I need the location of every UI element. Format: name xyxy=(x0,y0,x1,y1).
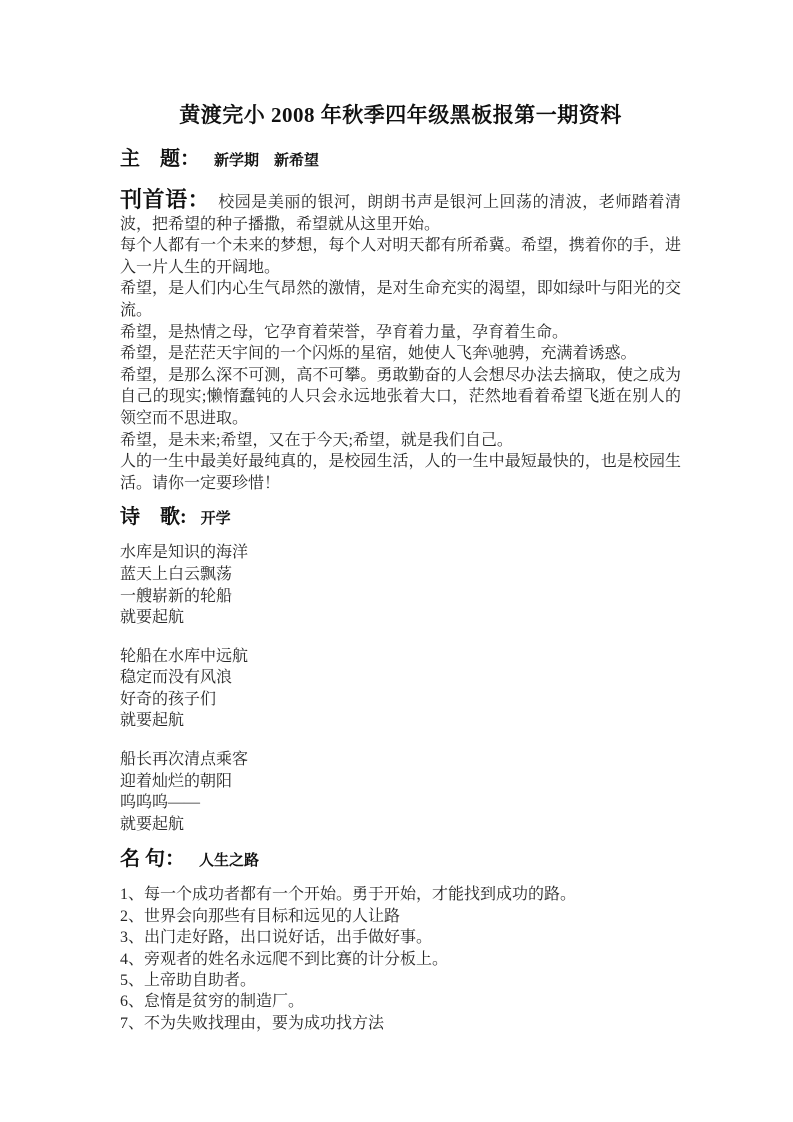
preface-paragraph: 希望，是热情之母，它孕育着荣誉，孕育着力量，孕育着生命。 xyxy=(120,323,569,341)
preface-paragraphs xyxy=(120,235,681,494)
quotes-section xyxy=(120,846,681,1034)
preface-paragraph: 希望，是人们内心生气昂然的激情，是对生命充实的渴望，即如绿叶与阳光的交流。 xyxy=(120,280,681,319)
poem-line: 蓝天上白云飘荡 xyxy=(120,565,233,583)
poem-heading xyxy=(120,504,681,533)
document-title: 黄渡完小 2008 年秋季四年级黑板报第一期资料 xyxy=(179,103,622,127)
theme-value: 新学期 新希望 xyxy=(214,153,320,169)
quote-list xyxy=(120,884,681,1034)
poem-stanza-3 xyxy=(120,749,681,835)
quote-item: 4、旁观者的姓名永远爬不到比赛的计分板上。 xyxy=(120,950,449,968)
preface-paragraph: 每个人都有一个未来的梦想，每个人对明天都有所希冀。希望，携着你的手，进入一片人生的开阔地。 xyxy=(120,237,681,276)
theme-label: 主 题： xyxy=(120,148,200,170)
preface-section xyxy=(120,186,681,494)
poem-line: 一艘崭新的轮船 xyxy=(120,587,233,605)
poem-stanza-1 xyxy=(120,542,681,628)
preface-paragraph: 希望，是那么深不可测，高不可攀。勇敢勤奋的人会想尽办法去摘取，使之成为自己的现实;懒惰蠢钝的人只会永远地张着大口，茫然地看着希望飞逝在别人的领空而不思进取。 xyxy=(120,366,681,427)
poem-line: 迎着灿烂的朝阳 xyxy=(120,772,233,790)
quote-item: 5、上帝助自助者。 xyxy=(120,972,257,990)
quotes-heading xyxy=(120,846,681,875)
quotes-title: 人生之路 xyxy=(199,853,260,870)
quote-item: 1、每一个成功者都有一个开始。勇于开始，才能找到成功的路。 xyxy=(120,886,577,904)
theme-section xyxy=(120,146,681,175)
preface-paragraph: 希望，是茫茫天宇间的一个闪烁的星宿，她使人飞奔\驰骋，充满着诱惑。 xyxy=(120,345,637,363)
poem-line: 水库是知识的海洋 xyxy=(120,544,249,562)
preface-lead-text: 校园是美丽的银河，朗朗书声是银河上回荡的清波，老师踏着清波，把希望的种子播撒，希望就从这里开始。 xyxy=(120,194,681,233)
poem-line: 稳定而没有风浪 xyxy=(120,669,233,687)
preface-label: 刊首语： xyxy=(120,187,211,212)
poem-line: 轮船在水库中远航 xyxy=(120,647,249,665)
poem-section xyxy=(120,504,681,835)
quote-item: 2、世界会向那些有目标和远见的人让路 xyxy=(120,907,401,925)
poem-line: 呜呜呜—— xyxy=(120,794,201,812)
poem-line: 就要起航 xyxy=(120,815,185,833)
preface-paragraph: 希望，是未来;希望，又在于今天;希望，就是我们自己。 xyxy=(120,431,513,449)
poem-title: 开学 xyxy=(200,511,231,528)
quote-item: 7、不为失败找理由，要为成功找方法 xyxy=(120,1014,385,1032)
preface-lead-paragraph xyxy=(120,186,681,235)
poem-stanza-2 xyxy=(120,646,681,732)
quote-item: 6、怠惰是贫穷的制造厂。 xyxy=(120,993,305,1011)
preface-paragraph: 人的一生中最美好最纯真的，是校园生活，人的一生中最短最快的，也是校园生活。请你一定要珍惜！ xyxy=(120,453,681,492)
quotes-label: 名 句： xyxy=(120,848,185,871)
poem-line: 就要起航 xyxy=(120,712,185,730)
poem-label: 诗 歌: xyxy=(120,506,187,529)
poem-line: 好奇的孩子们 xyxy=(120,690,217,708)
quote-item: 3、出门走好路，出口说好话，出手做好事。 xyxy=(120,929,433,947)
poem-line: 船长再次清点乘客 xyxy=(120,751,249,769)
poem-line: 就要起航 xyxy=(120,609,185,627)
